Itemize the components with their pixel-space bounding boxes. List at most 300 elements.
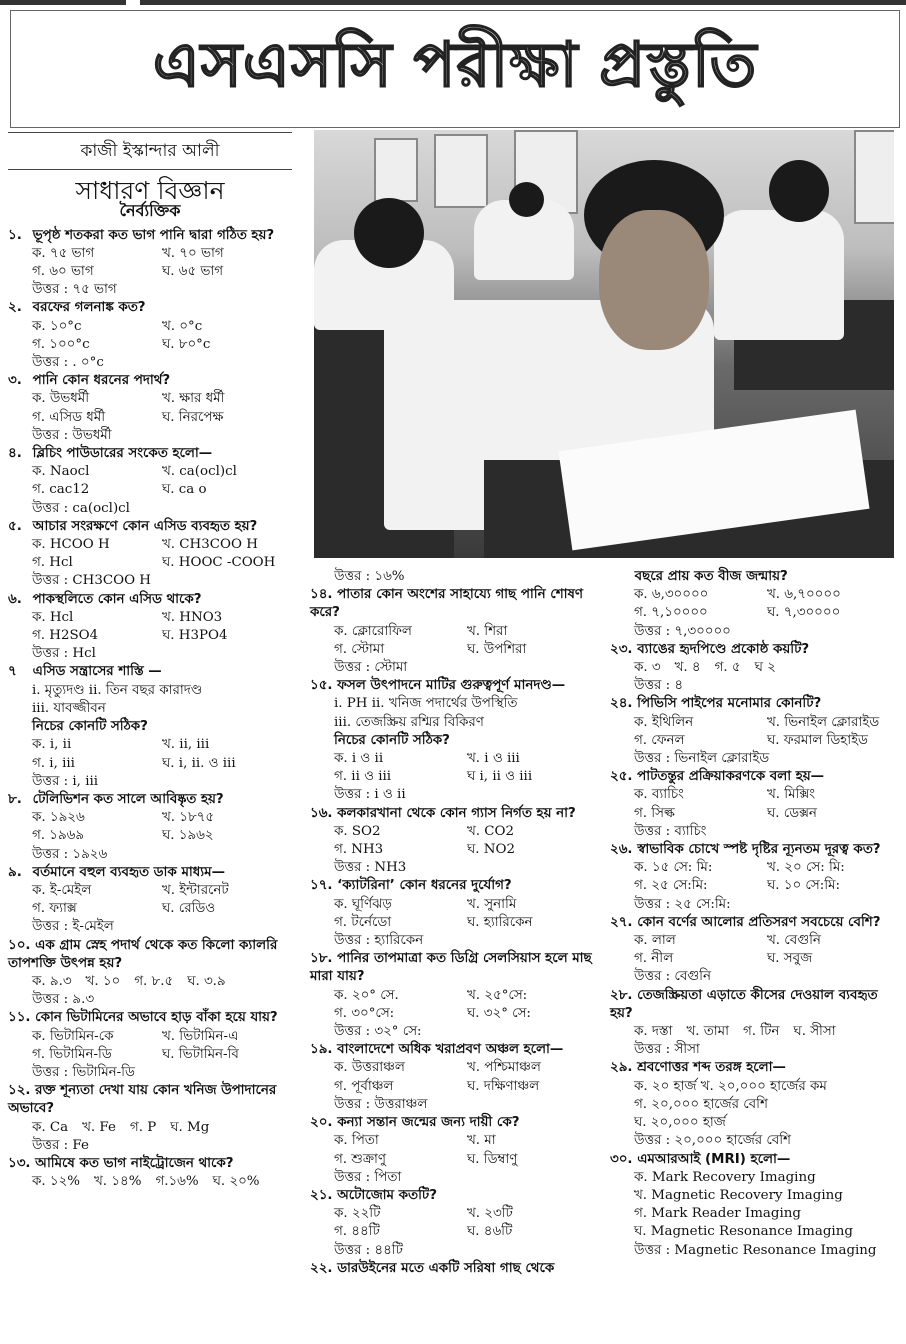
question-text	[8, 663, 292, 681]
question-item	[310, 877, 600, 950]
question-item	[8, 1009, 292, 1082]
option: খ. ca(ocl)cl	[162, 464, 237, 480]
answer: উত্তর : ৩২° সে:	[334, 1024, 422, 1040]
answer: উত্তর : উভধর্মী	[32, 427, 112, 443]
question-text	[610, 641, 900, 659]
answer: উত্তর : পিতা	[334, 1169, 402, 1185]
question-list	[610, 568, 900, 1260]
question-number: ১৩.	[8, 1155, 31, 1171]
options-row	[8, 1173, 292, 1191]
option: ঘ. দক্ষিণাঞ্চল	[467, 1078, 540, 1094]
option: ক. উভধর্মী	[32, 391, 90, 407]
question-list	[310, 568, 600, 1278]
question-list	[8, 227, 292, 1192]
question-text	[310, 677, 600, 695]
question-body: রক্ত শূন্যতা দেখা যায় কোন খনিজ উপাদানের অভাবে?	[8, 1083, 277, 1117]
option: গ. H2SO4	[32, 628, 99, 644]
question-item	[8, 445, 292, 518]
question-item	[8, 791, 292, 864]
question-text	[310, 586, 600, 622]
statement-line: খ. Magnetic Recovery Imaging	[634, 1187, 843, 1203]
question-text	[8, 864, 292, 882]
question-body: আচার সংরক্ষণে কোন এসিড ব্যবহৃত হয়?	[32, 518, 258, 534]
statement-line: ঘ. ২০,০০০ হার্জ	[634, 1115, 726, 1131]
option: ঘ. ডেক্সন	[767, 805, 817, 821]
question-item	[310, 677, 600, 804]
statement-line: ঘ. Magnetic Resonance Imaging	[634, 1224, 853, 1240]
options-grid	[610, 586, 900, 622]
question-item	[8, 1155, 292, 1191]
question-body: এক গ্রাম স্নেহ পদার্থ থেকে কত কিলো ক্যালরি তাপশক্তি উৎপন্ন হয়?	[8, 937, 278, 971]
option: গ. সিল্ক	[634, 805, 675, 821]
option: ক. i ও ii	[334, 751, 384, 767]
question-item	[310, 1041, 600, 1114]
subject-heading: সাধারণ বিজ্ঞান	[75, 176, 225, 206]
answer: উত্তর : ব্যাচিং	[634, 823, 707, 839]
option: ঘ. ডিম্বাণু	[467, 1151, 518, 1167]
question-number: ২১.	[310, 1187, 333, 1203]
question-body: পানির তাপমাত্রা কত ডিগ্রি সেলসিয়াস হলে মাছ মারা যায়?	[310, 951, 592, 985]
question-text	[8, 1082, 292, 1118]
question-text	[610, 768, 900, 786]
question-body: এমআরআই (MRI) হলো—	[637, 1151, 791, 1167]
statement-line: ক. ২০ হার্জ খ. ২০,০০০ হার্জের কম	[634, 1078, 827, 1094]
option: ঘ ২	[754, 660, 776, 676]
option: ক. Naocl	[32, 464, 90, 480]
option: ক. ভিটামিন-কে	[32, 1028, 114, 1044]
option: খ. ii, iii	[162, 737, 210, 753]
option: ক. ৬,৩০০০০	[634, 587, 709, 603]
question-text	[310, 1041, 600, 1059]
option: ক. Ca	[32, 1119, 69, 1135]
question-item	[610, 768, 900, 841]
question-item	[8, 372, 292, 445]
question-body: পিভিসি পাইপের মনোমার কোনটি?	[637, 696, 822, 712]
question-item	[310, 586, 600, 677]
question-body: আমিষে কত ভাগ নাইট্রোজেন থাকে?	[35, 1155, 234, 1171]
question-body: পাটতন্তুর প্রক্রিয়াকরণকে বলা হয়—	[637, 769, 825, 785]
question-text	[610, 987, 900, 1023]
question-body: কন্যা সন্তান জন্মের জন্য দায়ী কে?	[337, 1115, 520, 1131]
question-body: টেলিভিশন কত সালে আবিষ্কৃত হয়?	[32, 791, 224, 807]
option: গ. ৭,১০০০০	[634, 605, 708, 621]
answer: উত্তর : NH3	[334, 860, 407, 876]
question-number: ৩.	[8, 373, 22, 389]
option: ক. ১৫ সে: মি:	[634, 860, 713, 876]
question-body: বাংলাদেশে অধিক খরাপ্রবণ অঞ্চল হলো—	[337, 1042, 564, 1058]
option: ঘ. Mg	[170, 1119, 210, 1135]
option: খ. ইন্টারনেট	[162, 882, 229, 898]
question-item	[8, 663, 292, 790]
question-number: ১৯.	[310, 1042, 333, 1058]
question-number: ২৪.	[610, 696, 633, 712]
question-text	[8, 445, 292, 463]
option: ক. লাল	[634, 933, 676, 949]
question-text	[8, 591, 292, 609]
options-grid	[8, 463, 292, 499]
option: ক. HCOO H	[32, 537, 110, 553]
answer: উত্তর : বেগুনি	[634, 969, 711, 985]
question-item	[610, 1059, 900, 1150]
question-text	[610, 568, 900, 586]
question-body: কলকারখানা থেকে কোন গ্যাস নির্গত হয় না?	[337, 805, 576, 821]
question-number: ১১.	[8, 1010, 31, 1026]
answer: উত্তর : Fe	[32, 1137, 89, 1153]
question-body: অটোজোম কতটি?	[337, 1187, 437, 1203]
question-body: তেজস্ক্রিয়তা এড়াতে কীসের দেওয়াল ব্যবহৃত হয়?	[610, 987, 878, 1021]
answer: উত্তর : ৭,৩০০০০	[634, 623, 731, 639]
question-number: ১০.	[8, 937, 31, 953]
question-text	[310, 877, 600, 895]
option: গ. ৬০ ভাগ	[32, 264, 94, 280]
question-body: পানি কোন ধরনের পদার্থ?	[32, 373, 171, 389]
question-body: স্বাভাবিক চোখে স্পষ্ট দৃষ্টির ন্যূনতম দূরত্ব কত?	[637, 842, 881, 858]
question-body: ব্লিচিং পাউডারের সংকেত হলো—	[32, 446, 213, 462]
options-row	[610, 659, 900, 677]
question-number: ২০.	[310, 1115, 333, 1131]
options-grid	[8, 609, 292, 645]
option: ক. ২০° সে.	[334, 987, 399, 1003]
options-grid	[310, 987, 600, 1023]
option: গ. ভিটামিন-ডি	[32, 1046, 112, 1062]
question-item	[310, 568, 600, 586]
option: খ. মা	[467, 1133, 496, 1149]
option: ঘ. ৩.৯	[187, 973, 226, 989]
options-grid	[310, 896, 600, 932]
option: ঘ. ফরমাল ডিহাইড	[767, 732, 868, 748]
option: গ. ৪৪টি	[334, 1224, 380, 1240]
question-number: ৬.	[8, 591, 22, 607]
question-item	[310, 1187, 600, 1260]
answer: উত্তর : . ০°c	[32, 355, 104, 371]
question-item	[310, 1114, 600, 1187]
options-grid	[8, 882, 292, 918]
answer: উত্তর : Hcl	[32, 646, 96, 662]
options-grid	[8, 736, 292, 772]
question-item	[8, 518, 292, 591]
option: খ. ভিনাইল ক্লোরাইড	[767, 714, 880, 730]
statement-line: iii. যাবজ্জীবন	[32, 700, 106, 716]
question-type-heading: নৈর্ব্যক্তিক	[119, 201, 181, 221]
options-grid	[310, 1205, 600, 1241]
question-text	[8, 227, 292, 245]
option: ক. ক্লোরোফিল	[334, 623, 412, 639]
question-item	[610, 1151, 900, 1260]
question-text	[8, 1009, 292, 1027]
option: গ. ১০০°c	[32, 336, 90, 352]
statement-line: i. PH ii. খনিজ পদার্থের উপস্থিতি	[334, 696, 518, 712]
question-body: বছরে প্রায় কত বীজ জন্মায়?	[634, 569, 788, 584]
option: খ. শিরা	[467, 623, 508, 639]
question-body: কোন ভিটামিনের অভাবে হাড় বাঁকা হয়ে যায়?	[35, 1010, 278, 1026]
option: গ. ফেনল	[634, 732, 685, 748]
sub-question: নিচের কোনটি সঠিক?	[32, 719, 148, 735]
option: গ. টিন	[743, 1024, 780, 1040]
column-2	[310, 568, 600, 1278]
option: ক. ২২টি	[334, 1206, 381, 1222]
option: ক. ঘূর্ণিঝড়	[334, 896, 392, 912]
option: গ. ২৫ সে:মি:	[634, 878, 708, 894]
option: ঘ. H3PO4	[162, 628, 228, 644]
answer: উত্তর : Magnetic Resonance Imaging	[634, 1242, 877, 1258]
option: গ. ফ্যাক্স	[32, 901, 77, 917]
question-item	[8, 864, 292, 937]
option: ঘ. NO2	[467, 842, 515, 858]
options-grid	[8, 1028, 292, 1064]
option: গ. নীল	[634, 951, 674, 967]
option: খ. ২৫°সে:	[467, 987, 528, 1003]
answer: উত্তর : ৪	[634, 678, 684, 694]
statement-line: গ. ২০,০০০ হার্জের বেশি	[634, 1096, 768, 1112]
option: গ. cac12	[32, 482, 90, 498]
option: গ. ii ও iii	[334, 769, 392, 785]
option: ঘ. নিরপেক্ষ	[162, 409, 224, 425]
option: গ. ৮.৫	[134, 973, 174, 989]
option: গ. টর্নেডো	[334, 914, 392, 930]
option: খ. ১৪%	[94, 1174, 142, 1190]
option: গ. Hcl	[32, 555, 73, 571]
author-byline: কাজী ইস্কান্দার আলী	[8, 132, 292, 170]
answer: উত্তর : CH3COO H	[32, 573, 151, 589]
option: ক. ৭৫ ভাগ	[32, 245, 95, 261]
option: ঘ. ৬৫ ভাগ	[162, 264, 224, 280]
question-body: বর্তমানে বহুল ব্যবহৃত ডাক মাধ্যম—	[32, 864, 225, 880]
option: গ. P	[129, 1119, 157, 1135]
question-text	[8, 299, 292, 317]
answer: উত্তর : ১৯২৬	[32, 846, 108, 862]
question-text	[310, 1187, 600, 1205]
option: খ. ১৮৭৫	[162, 810, 215, 826]
option: খ. বেগুনি	[767, 933, 821, 949]
question-number: ৩০.	[610, 1151, 633, 1167]
statement-line: i. মৃত্যুদণ্ড ii. তিন বছর কারাদণ্ড	[32, 682, 203, 698]
question-number: ৮.	[8, 791, 22, 807]
answer: উত্তর : ভিনাইল ক্লোরাইড	[634, 751, 770, 767]
option: ক. ইথিলিন	[634, 714, 694, 730]
option: ঘ. ৪৬টি	[467, 1224, 513, 1240]
question-text	[8, 791, 292, 809]
option: খ. ৬,৭০০০০	[767, 587, 841, 603]
statement-line: iii. তেজস্ক্রিয় রশ্মির বিকিরণ	[334, 714, 484, 730]
question-item	[310, 950, 600, 1041]
question-number: ১.	[8, 227, 22, 243]
top-rule	[0, 0, 906, 5]
options-grid	[8, 318, 292, 354]
option: খ. ক্ষার ধর্মী	[162, 391, 225, 407]
question-item	[610, 695, 900, 768]
answer: উত্তর : ৯.৩	[32, 992, 95, 1008]
question-item	[8, 227, 292, 300]
options-grid	[310, 623, 600, 659]
question-number: ২৫.	[610, 769, 633, 785]
option: ক. দস্তা	[634, 1024, 673, 1040]
sub-question: নিচের কোনটি সঠিক?	[334, 732, 450, 748]
question-text	[310, 805, 600, 823]
option: ক. ১৯২৬	[32, 810, 85, 826]
answer: উত্তর : ভিটামিন-ডি	[32, 1064, 135, 1080]
option: ঘ. ভিটামিন-বি	[162, 1046, 239, 1062]
option: গ. NH3	[334, 842, 384, 858]
option: গ. এসিড ধর্মী	[32, 409, 106, 425]
question-item	[310, 805, 600, 878]
options-row	[610, 1023, 900, 1041]
option: খ. পশ্চিমাঞ্চল	[467, 1060, 541, 1076]
question-number: ১৬.	[310, 805, 333, 821]
option: ঘ. ৩২° সে:	[467, 1005, 531, 1021]
question-text	[310, 1260, 600, 1278]
question-body: এসিড সন্ত্রাসের শাস্তি —	[32, 664, 162, 680]
option: ঘ. i, ii. ও iii	[162, 755, 236, 771]
option: গ. শুক্রাণু	[334, 1151, 386, 1167]
option: খ. ১০	[85, 973, 121, 989]
answer: উত্তর : i ও ii	[334, 787, 406, 803]
option: ক. ১০°c	[32, 318, 82, 334]
option: ক. ই-মেইল	[32, 882, 92, 898]
options-grid	[8, 809, 292, 845]
answer: উত্তর : ৭৫ ভাগ	[32, 282, 117, 298]
option: গ.১৬%	[155, 1174, 199, 1190]
question-number: ২৭.	[610, 914, 633, 930]
options-grid	[310, 1059, 600, 1095]
question-item	[610, 841, 900, 914]
answer: উত্তর : ca(ocl)cl	[32, 500, 130, 516]
question-item	[310, 1260, 600, 1278]
question-body: ডারউইনের মতে একটি সরিষা গাছ থেকে	[337, 1260, 555, 1276]
option: ঘ. সীসা	[793, 1024, 836, 1040]
option: খ. ৪	[674, 660, 701, 676]
question-number: ১৭.	[310, 878, 333, 894]
option: ঘ. রেডিও	[162, 901, 216, 917]
question-number: ২৯.	[610, 1060, 633, 1076]
option: ক. SO2	[334, 823, 381, 839]
question-body: ভূপৃষ্ঠ শতকরা কত ভাগ পানি দ্বারা গঠিত হয়?	[32, 227, 275, 243]
question-item	[8, 591, 292, 664]
option: গ. i, iii	[32, 755, 75, 771]
option: ঘ. হ্যারিকেন	[467, 914, 533, 930]
options-row	[8, 973, 292, 991]
options-grid	[310, 1132, 600, 1168]
option: খ. CH3COO H	[162, 537, 258, 553]
question-item	[610, 987, 900, 1060]
option: গ. স্টোমা	[334, 641, 385, 657]
option: খ. CO2	[467, 823, 515, 839]
options-grid	[610, 786, 900, 822]
question-number: ২৬.	[610, 842, 633, 858]
option: ক. ব্যাচিং	[634, 787, 684, 803]
options-grid	[610, 714, 900, 750]
option: খ. ০°c	[162, 318, 203, 334]
option: ঘ i, ii ও iii	[467, 769, 533, 785]
options-grid	[610, 859, 900, 895]
answer: উত্তর : ২০,০০০ হার্জের বেশি	[634, 1133, 791, 1149]
question-item	[610, 641, 900, 696]
question-body: পাকস্থলিতে কোন এসিড থাকে?	[32, 591, 202, 607]
option: খ. ২০ সে: মি:	[767, 860, 845, 876]
question-text	[310, 950, 600, 986]
answer: উত্তর : ৪৪টি	[334, 1242, 403, 1258]
options-grid	[310, 750, 600, 786]
question-item	[8, 299, 292, 372]
options-grid	[610, 932, 900, 968]
question-number: ১২.	[8, 1083, 31, 1099]
question-number: ৭	[8, 664, 17, 680]
answer: উত্তর : i, iii	[32, 773, 99, 789]
option: গ. ১৯৬৯	[32, 828, 85, 844]
option: ঘ. ৮০°c	[162, 336, 211, 352]
option: ক. ১২%	[32, 1174, 81, 1190]
question-text	[8, 518, 292, 536]
option: ঘ. HOOC -COOH	[162, 555, 276, 571]
option: ঘ. সবুজ	[767, 951, 813, 967]
answer: উত্তর : হ্যারিকেন	[334, 933, 424, 949]
question-number: ৪.	[8, 446, 22, 462]
answer: উত্তর : উত্তরাঞ্চল	[334, 1096, 428, 1112]
question-text	[8, 372, 292, 390]
question-body: ব্যাঙের হৃদপিণ্ডে প্রকোষ্ঠ কয়টি?	[637, 641, 810, 657]
question-text	[610, 914, 900, 932]
option: খ. ভিটামিন-এ	[162, 1028, 239, 1044]
question-item	[610, 914, 900, 987]
option: ক. পিতা	[334, 1133, 379, 1149]
option: খ. ২৩টি	[467, 1206, 513, 1222]
question-text	[8, 1155, 292, 1173]
question-item	[610, 568, 900, 641]
question-item	[8, 1082, 292, 1155]
question-text	[610, 1151, 900, 1169]
option: খ. তামা	[686, 1024, 729, 1040]
option: খ. i ও iii	[467, 751, 520, 767]
question-text	[610, 695, 900, 713]
masthead	[10, 10, 900, 128]
question-body: পাতার কোন অংশের সাহায্যে গাছ পানি শোষণ করে?	[310, 587, 584, 621]
option: ঘ. ১০ সে:মি:	[767, 878, 841, 894]
question-item	[8, 937, 292, 1010]
question-text	[310, 1114, 600, 1132]
option: ঘ. ৭,৩০০০০	[767, 605, 841, 621]
question-text	[610, 1059, 900, 1077]
question-text	[610, 841, 900, 859]
option: গ. ৫	[714, 660, 741, 676]
question-text	[8, 937, 292, 973]
statement-line: ক. Mark Recovery Imaging	[634, 1169, 816, 1185]
question-number: ৯.	[8, 864, 22, 880]
option: খ. সুনামি	[467, 896, 517, 912]
exam-hall-photo	[314, 130, 894, 558]
option: গ. পূর্বাঞ্চল	[334, 1078, 394, 1094]
option: ক. i, ii	[32, 737, 72, 753]
options-grid	[310, 823, 600, 859]
question-number: ২.	[8, 300, 22, 316]
answer: উত্তর : ই-মেইল	[32, 919, 114, 935]
option: ক. ৩	[634, 660, 661, 676]
answer: উত্তর : ২৫ সে:মি:	[634, 896, 731, 912]
option: ক. Hcl	[32, 609, 74, 625]
option: ঘ. উপশিরা	[467, 641, 527, 657]
option: ক. উত্তরাঞ্চল	[334, 1060, 405, 1076]
question-number: ১৮.	[310, 951, 333, 967]
option: খ. Fe	[82, 1119, 116, 1135]
statement-line: গ. Mark Reader Imaging	[634, 1206, 801, 1222]
option: ঘ. ca o	[162, 482, 207, 498]
question-body: ফসল উৎপাদনে মাটির গুরুত্বপূর্ণ মানদণ্ড—	[337, 678, 566, 694]
option: ক. ৯.৩	[32, 973, 72, 989]
options-row	[8, 1119, 292, 1137]
question-number: ৫.	[8, 518, 22, 534]
options-grid	[8, 390, 292, 426]
answer: উত্তর : সীসা	[634, 1042, 700, 1058]
options-grid	[8, 536, 292, 572]
answer: উত্তর : ১৬%	[334, 569, 405, 584]
